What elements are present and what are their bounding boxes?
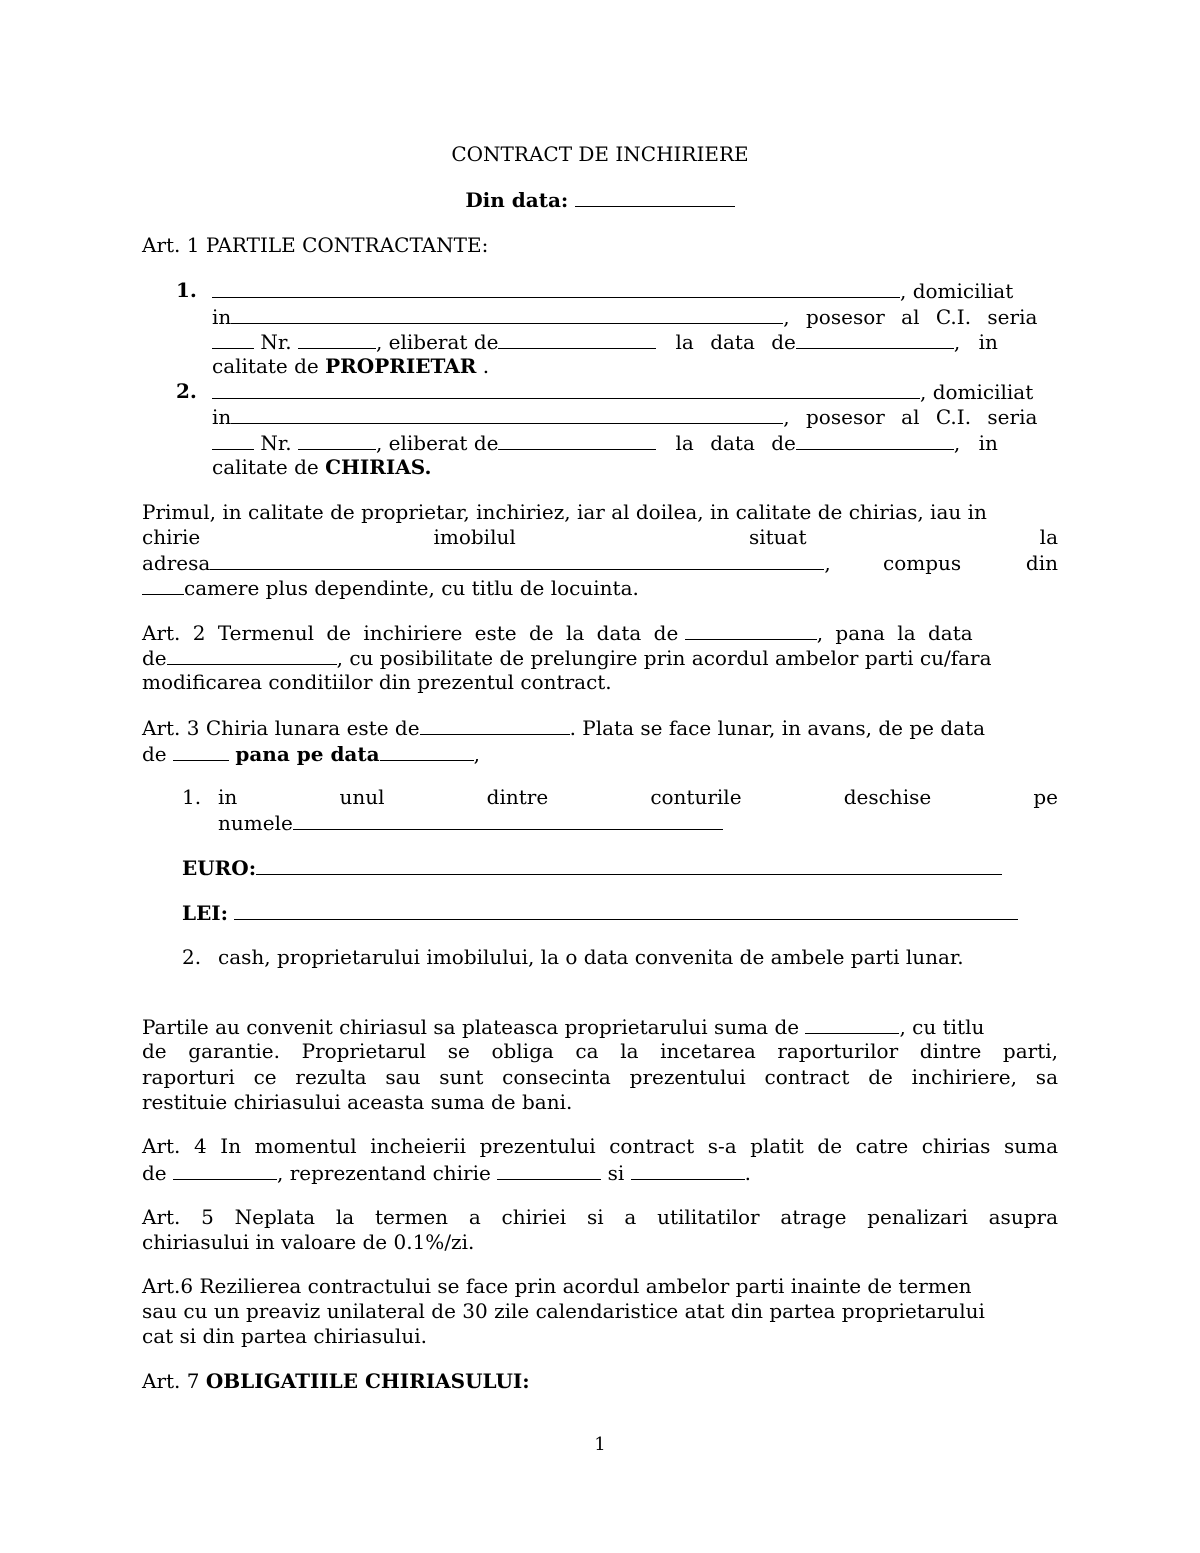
- primul-word-situat: situat: [748, 525, 807, 549]
- party1-nr-blank: [298, 328, 376, 349]
- art3-line1: [142, 714, 985, 741]
- garantie-text1b: , cu titlu: [899, 1015, 985, 1039]
- garantie-line1: [142, 1013, 984, 1040]
- primul-word-chirie: chirie: [142, 525, 201, 549]
- party2-eliberat-blank: [498, 429, 656, 450]
- party2-line1: [212, 378, 1058, 405]
- primul-line4: [142, 574, 639, 601]
- party2-data-blank: [796, 429, 954, 450]
- party2-data-label: la data de: [675, 431, 796, 455]
- art4-de-label: de: [142, 1161, 167, 1185]
- art3-amount-blank: [420, 714, 570, 735]
- party1-in-end: , in: [953, 330, 998, 354]
- art7-heading: [142, 1368, 530, 1394]
- garantie-line2: de garantie. Proprietarul se obliga ca la incetarea raporturilor dintre parti,: [142, 1039, 1058, 1063]
- art2-text1: Art. 2 Termenul de inchiriere este de la data de: [142, 621, 679, 645]
- date-line: [0, 186, 1200, 213]
- payment-word: in: [218, 785, 238, 809]
- party1-line2: [212, 303, 1058, 330]
- party1-in-label: in: [212, 305, 232, 329]
- garantie-text1: Partile au convenit chiriasul sa plateasca proprietarului suma de: [142, 1015, 800, 1039]
- payment-numele-label: numele: [218, 811, 293, 835]
- art3-pana-label: pana pe data: [235, 742, 380, 766]
- primul-adresa-label: adresa: [142, 551, 211, 575]
- art6-line3: cat si din partea chiriasului.: [142, 1324, 427, 1348]
- payment-opt2-text: cash, proprietarului imobilului, la o data convenita de ambele parti lunar.: [218, 945, 964, 969]
- art2-end-blank: [167, 644, 337, 665]
- party2-number: 2.: [176, 379, 197, 403]
- payment-word: conturile: [650, 785, 742, 809]
- payment-lei-label: LEI:: [182, 901, 229, 925]
- payment-euro-line: [182, 854, 1002, 881]
- party1-eliberat-label: , eliberat de: [375, 330, 499, 354]
- primul-word-imobilul: imobilul: [433, 525, 516, 549]
- party2-name-blank: [212, 378, 920, 399]
- art3-line2: [142, 740, 480, 767]
- payment-word: deschise: [843, 785, 932, 809]
- party2-eliberat-label: , eliberat de: [375, 431, 499, 455]
- primul-adresa-blank: [210, 549, 824, 570]
- document-title: CONTRACT DE INCHIRIERE: [451, 142, 749, 166]
- art7-title: OBLIGATIILE CHIRIASULUI:: [205, 1369, 530, 1393]
- art3-to-blank: [380, 740, 474, 761]
- art4-si-label: si: [607, 1161, 625, 1185]
- party2-nr-label: Nr.: [260, 431, 292, 455]
- party1-role-end: .: [482, 354, 490, 378]
- art4-chirie-blank: [497, 1159, 601, 1180]
- party1-number: 1.: [176, 278, 197, 302]
- payment-word: dintre: [486, 785, 549, 809]
- art4-end: .: [744, 1161, 751, 1185]
- payment-word: unul: [339, 785, 385, 809]
- party2-line4: [212, 454, 1058, 480]
- payment-word: pe: [1033, 785, 1058, 809]
- art1-heading: [142, 232, 488, 258]
- party2-line3: [212, 429, 1058, 456]
- party2-role: CHIRIAS.: [325, 455, 432, 479]
- party1-calitate-label: calitate de: [212, 354, 319, 378]
- art6-line1: Art.6 Rezilierea contractului se face prin acordul ambelor parti inainte de termen: [142, 1274, 972, 1298]
- primul-line1: Primul, in calitate de proprietar, inchiriez, iar al doilea, in calitate de chirias, iau in: [142, 500, 987, 524]
- art4-reprezentand-label: , reprezentand chirie: [277, 1161, 491, 1185]
- party1-seria-blank: [212, 328, 254, 349]
- art2-start-blank: [685, 619, 817, 640]
- payment-euro-label: EURO:: [182, 856, 257, 880]
- art3-de-label: de: [142, 742, 167, 766]
- garantie-amount-blank: [805, 1013, 899, 1034]
- party2-nr-blank: [298, 429, 376, 450]
- party1-name-blank: [212, 277, 900, 298]
- party1-line3: [212, 328, 1058, 355]
- art2-line2: [142, 644, 992, 671]
- art3-text1b: . Plata se face lunar, in avans, de pe data: [569, 716, 986, 740]
- art7-prefix: Art. 7: [142, 1369, 200, 1393]
- primul-camere-blank: [142, 574, 184, 595]
- art5-line1: Art. 5 Neplata la termen a chiriei si a utilitatilor atrage penalizari asupra: [142, 1205, 1058, 1229]
- payment-opt1-number: 1.: [182, 785, 202, 809]
- party1-line4: [212, 353, 1058, 379]
- party1-line1: [212, 277, 1058, 304]
- party1-address-blank: [231, 303, 783, 324]
- primul-compus-label: , compus: [824, 551, 962, 575]
- art4-sum-blank: [173, 1159, 277, 1180]
- party1-data-label: la data de: [675, 330, 796, 354]
- art4-line1: Art. 4 In momentul incheierii prezentului contract s-a platit de catre chirias suma: [142, 1134, 1058, 1158]
- garantie-line3: raporturi ce rezulta sau sunt consecinta prezentului contract de inchiriere, sa: [142, 1065, 1058, 1089]
- art2-line3: modificarea conditiilor din prezentul contract.: [142, 670, 612, 694]
- party2-calitate-label: calitate de: [212, 455, 319, 479]
- party1-posesor-label: , posesor al C.I. seria: [783, 305, 1038, 329]
- art4-line2: [142, 1159, 751, 1186]
- art3-text1: Art. 3 Chiria lunara este de: [142, 716, 420, 740]
- party2-posesor-label: , posesor al C.I. seria: [783, 405, 1038, 429]
- party1-role: PROPRIETAR: [325, 354, 477, 378]
- art2-text1b: , pana la data: [816, 621, 973, 645]
- date-label: Din data:: [465, 188, 569, 212]
- primul-camere-label: camere plus dependinte, cu titlu de locuinta.: [184, 576, 639, 600]
- party1-nr-label: Nr.: [260, 330, 292, 354]
- payment-opt1-line1: [218, 784, 1058, 810]
- party1-data-blank: [796, 328, 954, 349]
- art3-comma: ,: [473, 742, 480, 766]
- art2-de-label: de: [142, 646, 167, 670]
- payment-euro-blank: [256, 854, 1002, 875]
- payment-lei-blank: [234, 899, 1018, 920]
- art1-title: PARTILE CONTRACTANTE:: [205, 233, 489, 257]
- payment-lei-line: [182, 899, 1018, 926]
- art2-line1: [142, 619, 1058, 646]
- party2-address-blank: [231, 403, 783, 424]
- art6-line2: sau cu un preaviz unilateral de 30 zile calendaristice atat din partea proprietarului: [142, 1299, 985, 1323]
- garantie-line4: restituie chiriasului aceasta suma de bani.: [142, 1090, 573, 1114]
- payment-opt2-number: 2.: [182, 945, 202, 969]
- payment-numele-line: [218, 809, 723, 836]
- party1-domiciliat-label: , domiciliat: [900, 279, 1014, 303]
- page-number: 1: [594, 1434, 606, 1455]
- primul-line3: [142, 549, 1058, 576]
- party2-domiciliat-label: , domiciliat: [920, 380, 1034, 404]
- party2-in-label: in: [212, 405, 232, 429]
- payment-numele-blank: [293, 809, 723, 830]
- primul-word-la: la: [1039, 525, 1058, 549]
- art3-from-blank: [173, 740, 229, 761]
- date-blank: [575, 186, 735, 207]
- party2-seria-blank: [212, 429, 254, 450]
- party2-in-end: , in: [953, 431, 998, 455]
- art5-line2: chiriasului in valoare de 0.1%/zi.: [142, 1230, 475, 1254]
- party1-eliberat-blank: [498, 328, 656, 349]
- primul-din-label: din: [1025, 551, 1058, 575]
- party2-line2: [212, 403, 1058, 430]
- primul-line2: [142, 524, 1058, 550]
- art1-prefix: Art. 1: [142, 233, 200, 257]
- art4-other-blank: [631, 1159, 745, 1180]
- art2-text2: , cu posibilitate de prelungire prin acordul ambelor parti cu/fara: [336, 646, 992, 670]
